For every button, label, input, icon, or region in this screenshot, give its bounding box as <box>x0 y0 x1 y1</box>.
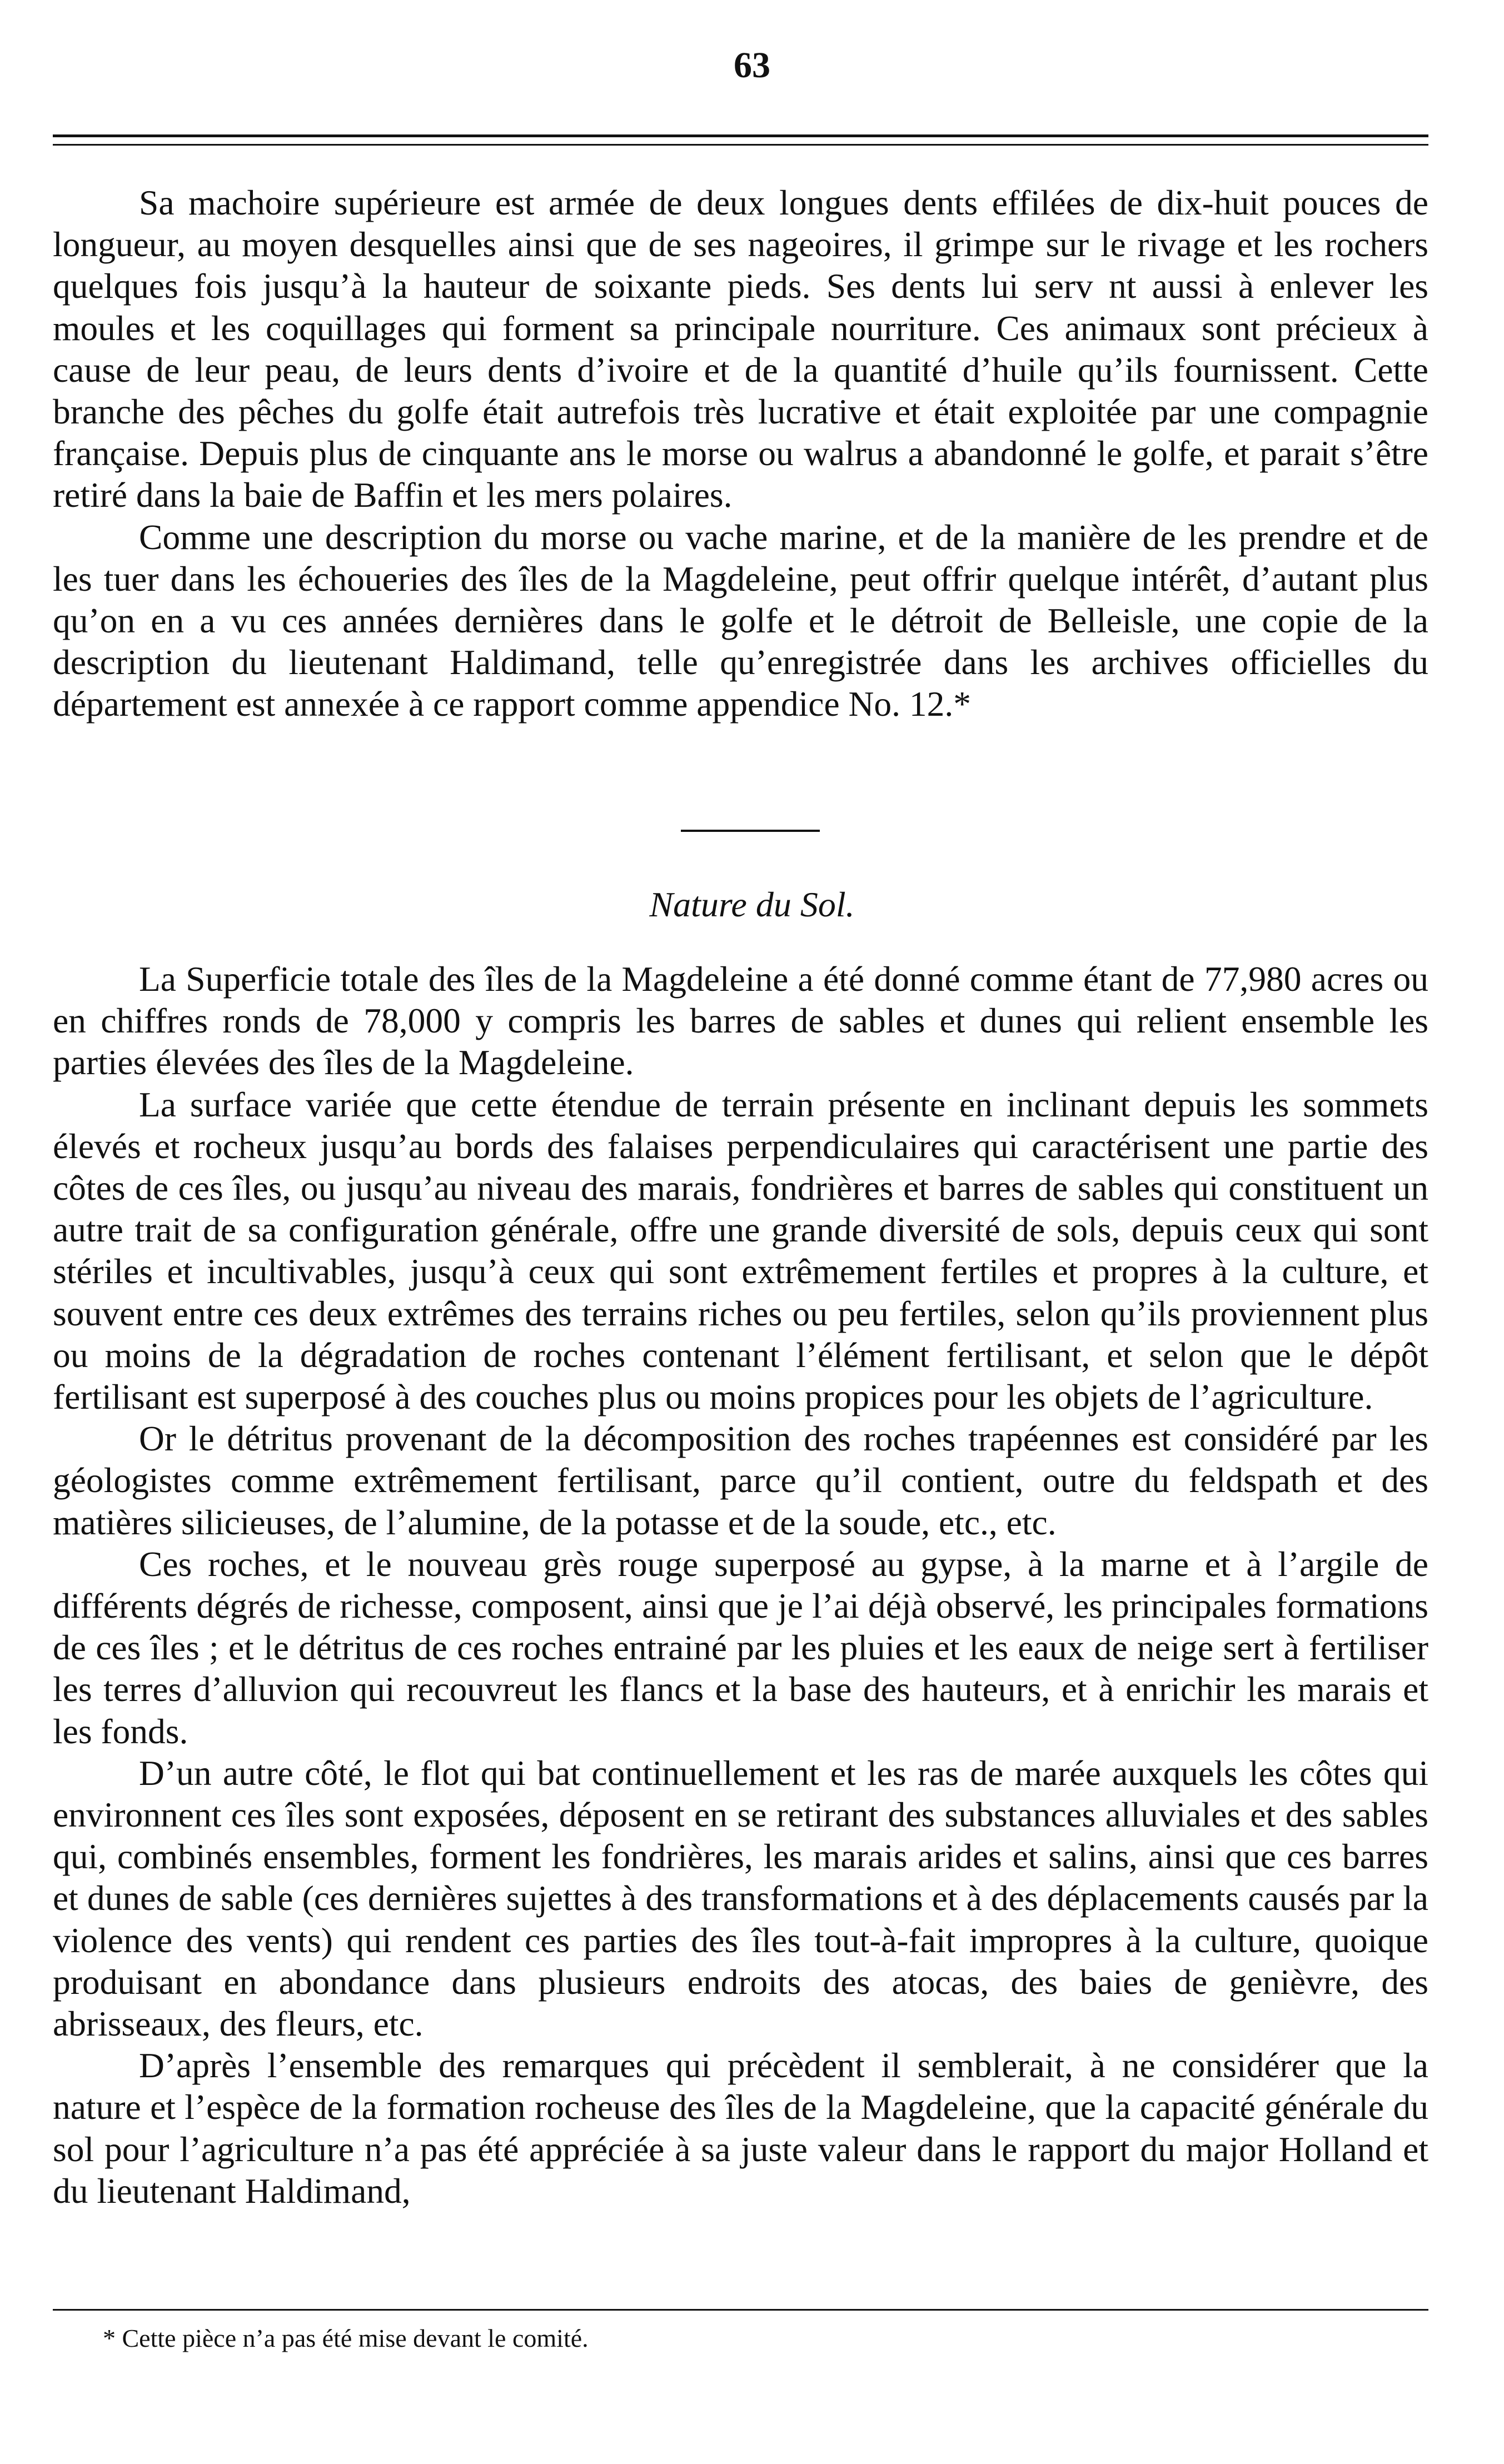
paragraph: D’après l’ensemble des remarques qui précèdent il semblerait, à ne considérer que la nature et l’espèce de la formation rocheuse des îles de la Magdeleine, que la capacité générale du sol pour l’agriculture n’a pas été appréciée à sa juste valeur dans le rapport du major Holland et du lieutenant Haldimand, <box>53 2046 1428 2211</box>
paragraph: La surface variée que cette étendue de terrain présente en inclinant depuis les sommets élevés et rocheux jusqu’au bords des falaises perpendiculaires qui caractérisent une partie des côtes de ces îles, ou jusqu’au niveau des marais, fondrières et barres de sables qui constituent un autre trait de sa configuration générale, offre une grande diversité de sols, depuis ceux qui sont stériles et incultivables, jusqu’à ceux qui sont extrêmement fertiles et propres à la culture, et souvent entre ces deux extrêmes des terrains riches ou peu fertiles, selon qu’ils proviennent plus ou moins de la dégradation de roches contenant l’élément fertilisant, et selon que le dépôt fertilisant est superposé à des couches plus ou moins propices pour les objets de l’agriculture. <box>53 1084 1428 1417</box>
footnote: * Cette pièce n’a pas été mise devant le comité. <box>103 2324 589 2352</box>
footnote-rule <box>53 2309 1428 2311</box>
header-double-rule <box>53 134 1428 146</box>
paragraph: Or le détritus provenant de la décomposition des roches trapéennes est considéré par les géologistes comme extrêmement fertilisant, parce qu’il contient, outre du feldspath et des matières silicieuses, de l’alumine, de la potasse et de la soude, etc., etc. <box>53 1419 1428 1542</box>
section-heading: Nature du Sol. <box>649 885 855 924</box>
paragraph: Ces roches, et le nouveau grès rouge superposé au gypse, à la marne et à l’argile de différents dégrés de richesse, composent, ainsi que je l’ai déjà observé, les principales formations de ces îles ; et le détritus de ces roches entrainé par les pluies et les eaux de neige sert à fertiliser les terres d’alluvion qui recouvreut les flancs et la base des hauteurs, et à enrichir les marais et les fonds. <box>53 1544 1428 1751</box>
paragraph: Sa machoire supérieure est armée de deux longues dents effilées de dix-huit pouces de longueur, au moyen desquelles ainsi que de ses nageoires, il grimpe sur le rivage et les rochers quelques fois jusqu’à la hauteur de soixante pieds. Ses dents lui serv nt aussi à enlever les moules et les coquillages qui forment sa principale nourriture. Ces animaux sont précieux à cause de leur peau, de leurs dents d’ivoire et de la quantité d’huile qu’ils fournissent. Cette branche des pêches du golfe était autrefois très lucrative et était exploitée par une compagnie française. Depuis plus de cinquante ans le morse ou walrus a abandonné le golfe, et parait s’être retiré dans la baie de Baffin et les mers polaires. <box>53 183 1428 515</box>
text-block-soil <box>53 958 1428 2212</box>
section-separator-rule <box>681 830 820 832</box>
text-block-walrus <box>53 182 1428 725</box>
paragraph: D’un autre côté, le flot qui bat continuellement et les ras de marée auxquels les côtes qui environnent ces îles sont exposées, déposent en se retirant des substances alluviales et des sables qui, combinés ensembles, forment les fondrières, les marais arides et salins, ainsi que ces barres et dunes de sable (ces dernières sujettes à des transformations et à des déplacements causés par la violence des vents) qui rendent ces parties des îles tout-à-fait impropres à la culture, quoique produisant en abondance dans plusieurs endroits des atocas, des baies de genièvre, des abrisseaux, des fleurs, etc. <box>53 1753 1428 2044</box>
paragraph: Comme une description du morse ou vache marine, et de la manière de les prendre et de les tuer dans les échoueries des îles de la Magdeleine, peut offrir quelque intérêt, d’autant plus qu’on en a vu ces années dernières dans le golfe et le détroit de Belleisle, une copie de la description du lieutenant Haldimand, telle qu’enregistrée dans les archives officielles du département est annexée à ce rapport comme appendice No. 12.* <box>53 517 1428 724</box>
page-number: 63 <box>734 45 770 86</box>
paragraph: La Superficie totale des îles de la Magdeleine a été donné comme étant de 77,980 acres ou en chiffres ronds de 78,000 y compris les barres de sables et dunes qui relient ensemble les parties élevées des îles de la Magdeleine. <box>53 959 1428 1083</box>
